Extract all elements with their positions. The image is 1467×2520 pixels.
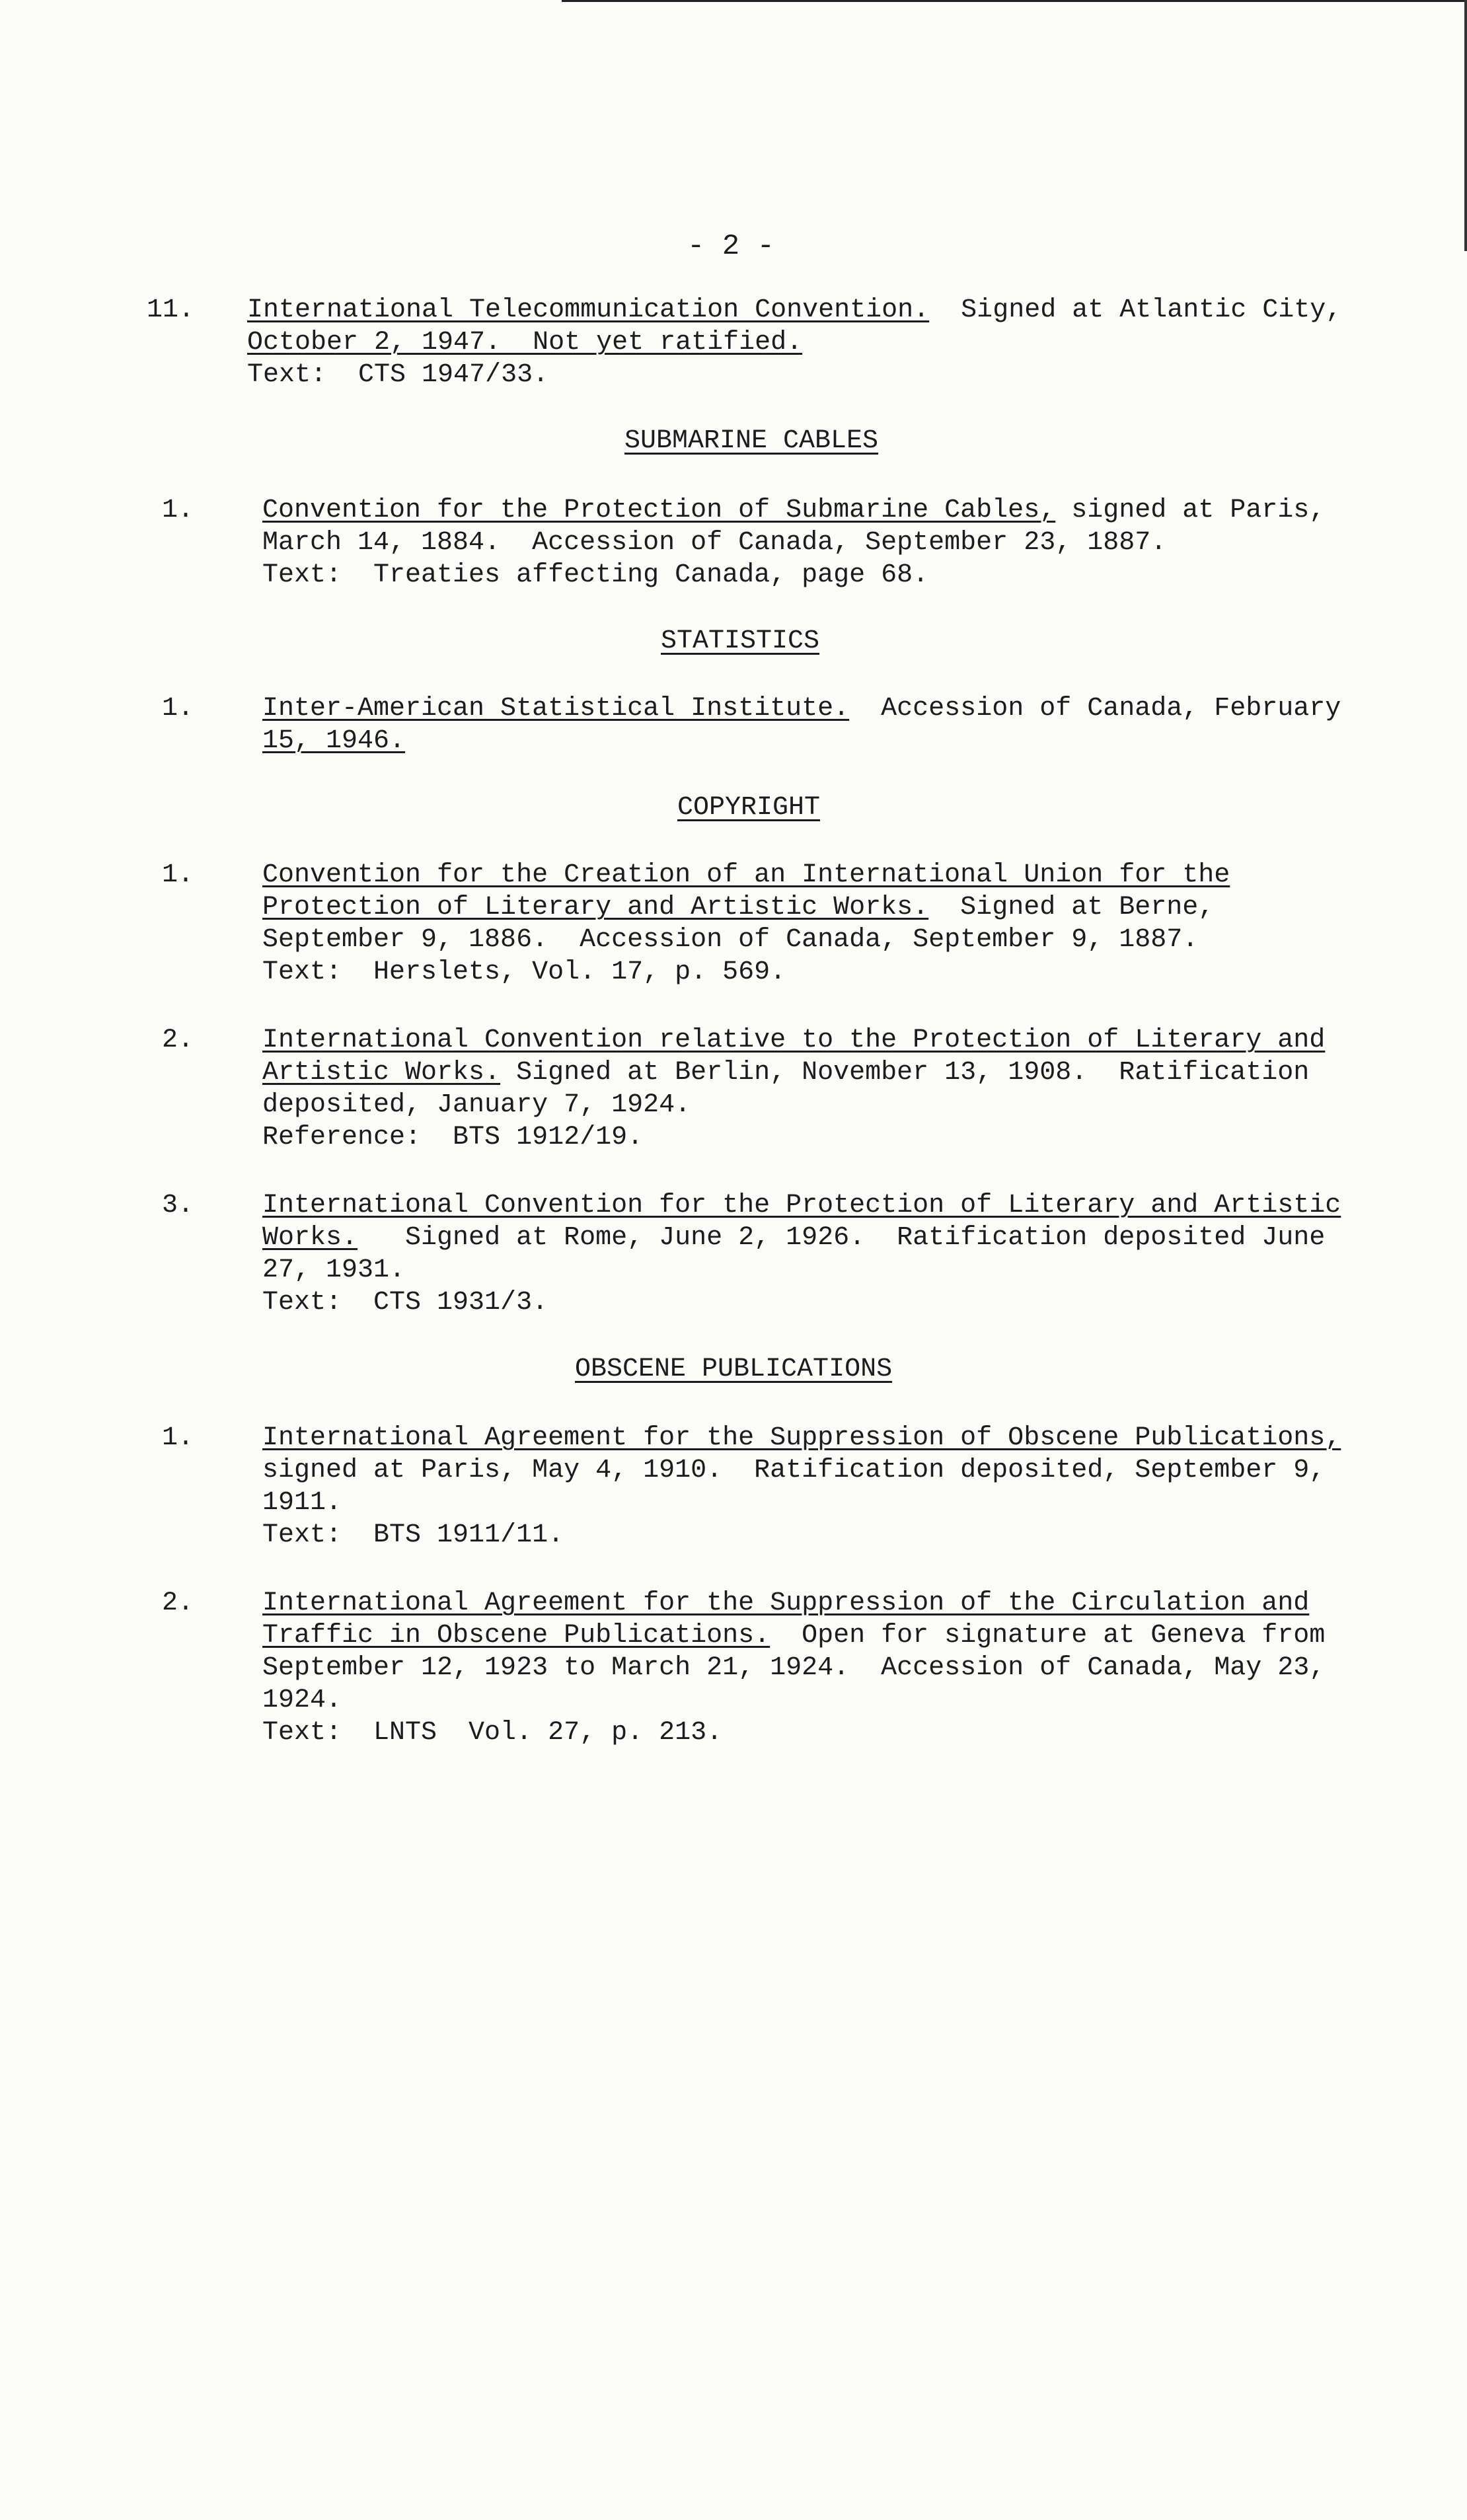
- entry-line: [247, 326, 802, 359]
- entry-text: Text: Herslets, Vol. 17, p. 569.: [262, 957, 786, 987]
- underlined-title: October 2, 1947. Not yet ratified.: [247, 328, 803, 357]
- entry-text: Reference: BTS 1912/19.: [262, 1123, 644, 1152]
- underlined-title: Inter-American Statistical Institute.: [262, 694, 850, 723]
- entry-line: [262, 956, 786, 988]
- entry-line: [262, 1422, 1341, 1454]
- entry-number: 2.: [162, 1588, 194, 1618]
- entry-text: Accession of Canada, February: [849, 694, 1341, 723]
- section-heading: OBSCENE PUBLICATIONS: [575, 1354, 893, 1384]
- entry-number: 11.: [147, 295, 195, 325]
- entry-number: 1.: [162, 496, 194, 525]
- entry-text: March 14, 1884. Accession of Canada, September 23, 1887.: [262, 528, 1167, 558]
- underlined-title: International Convention relative to the Protection of Literary and: [262, 1025, 1326, 1055]
- entry-text: 1911.: [262, 1488, 342, 1518]
- entry-text: Text: BTS 1911/11.: [262, 1520, 564, 1550]
- entry-text: signed at Paris,: [1055, 496, 1326, 525]
- entry-text: Signed at Rome, June 2, 1926. Ratification deposited June: [357, 1223, 1326, 1253]
- underlined-title: Protection of Literary and Artistic Works.: [262, 893, 929, 922]
- underlined-title: 15, 1946.: [262, 726, 406, 756]
- entry-number: 2.: [162, 1025, 194, 1055]
- entry-line: [262, 527, 1166, 559]
- underlined-title: Traffic in Obscene Publications.: [262, 1621, 771, 1650]
- entry-line: [262, 1254, 405, 1286]
- section-heading: COPYRIGHT: [677, 793, 821, 823]
- entry-text: Text: CTS 1947/33.: [247, 360, 549, 390]
- entry-line: [262, 692, 1341, 725]
- underlined-title: Artistic Works.: [262, 1058, 501, 1088]
- underlined-title: International Telecommunication Convention.: [247, 295, 930, 325]
- entry-line: [262, 1619, 1325, 1652]
- entry-line: [262, 559, 928, 591]
- page-edge-top: [562, 0, 1467, 2]
- entry-line: [262, 891, 1214, 924]
- entry-line: [262, 1519, 564, 1551]
- entry-line: [262, 1684, 342, 1717]
- entry-text: Text: LNTS Vol. 27, p. 213.: [262, 1718, 723, 1748]
- entry-text: Text: Treaties affecting Canada, page 68.: [262, 560, 929, 590]
- entry-line: [262, 1717, 722, 1749]
- entry-text: Signed at Berne,: [928, 893, 1215, 922]
- underlined-title: Convention for the Creation of an International Union for the: [262, 860, 1230, 890]
- entry-line: [262, 1121, 643, 1154]
- entry-line: [262, 924, 1198, 956]
- entry-number: 1.: [162, 860, 194, 890]
- entry-line: [262, 1024, 1325, 1056]
- entry-text: Text: CTS 1931/3.: [262, 1288, 548, 1317]
- entry-line: [247, 359, 548, 391]
- underlined-title: International Convention for the Protection of Literary and Artistic: [262, 1191, 1341, 1220]
- entry-line: [262, 1222, 1325, 1254]
- entry-text: signed at Paris, May 4, 1910. Ratification deposited, September 9,: [262, 1456, 1326, 1485]
- page-edge-right: [1464, 0, 1467, 251]
- entry-line: [262, 1056, 1309, 1089]
- entry-line: [247, 294, 1341, 326]
- entry-line: [262, 494, 1325, 527]
- entry-text: 1924.: [262, 1686, 342, 1715]
- entry-text: Signed at Atlantic City,: [929, 295, 1342, 325]
- entry-text: deposited, January 7, 1924.: [262, 1090, 691, 1120]
- entry-line: [262, 1487, 342, 1519]
- section-heading: SUBMARINE CABLES: [624, 426, 879, 456]
- entry-line: [262, 725, 405, 757]
- entry-line: [262, 1089, 691, 1121]
- entry-text: Open for signature at Geneva from: [770, 1621, 1326, 1650]
- entry-number: 1.: [162, 1423, 194, 1453]
- entry-text: September 9, 1886. Accession of Canada, September 9, 1887.: [262, 925, 1199, 955]
- entry-line: [262, 1189, 1341, 1222]
- underlined-title: International Agreement for the Suppression of the Circulation and: [262, 1588, 1310, 1618]
- entry-line: [262, 1652, 1325, 1684]
- entry-line: [262, 1587, 1309, 1619]
- underlined-title: International Agreement for the Suppression of Obscene Publications,: [262, 1423, 1341, 1453]
- underlined-title: Works.: [262, 1223, 358, 1253]
- entry-text: Signed at Berlin, November 13, 1908. Ratification: [500, 1058, 1310, 1088]
- entry-text: September 12, 1923 to March 21, 1924. Accession of Canada, May 23,: [262, 1653, 1326, 1683]
- entry-number: 1.: [162, 694, 194, 723]
- underlined-title: Convention for the Protection of Submarine Cables,: [262, 496, 1056, 525]
- page-number: - 2 -: [687, 230, 775, 263]
- entry-line: [262, 1286, 548, 1319]
- entry-line: [262, 859, 1230, 891]
- section-heading: STATISTICS: [661, 626, 820, 656]
- entry-number: 3.: [162, 1191, 194, 1220]
- entry-text: 27, 1931.: [262, 1255, 406, 1285]
- entry-line: [262, 1454, 1325, 1487]
